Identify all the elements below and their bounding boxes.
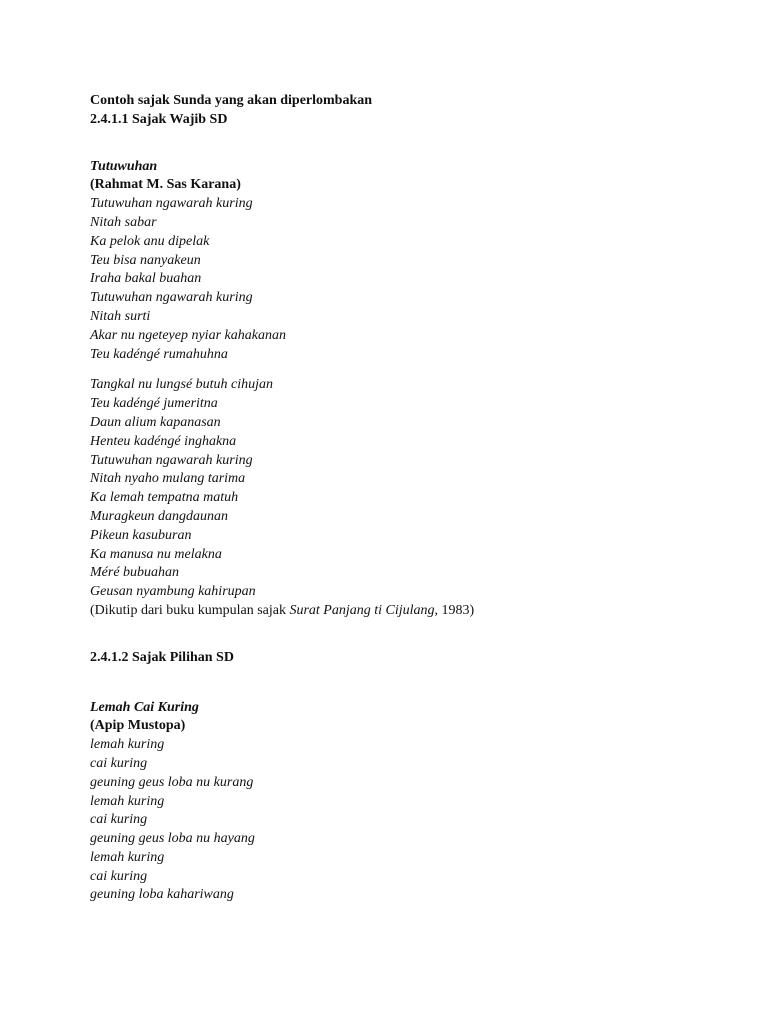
- document-heading: Contoh sajak Sunda yang akan diperlombakan: [90, 93, 373, 108]
- poem-line: lemah kuring: [90, 737, 165, 753]
- poem-line: Ka manusa nu melakna: [90, 546, 222, 562]
- poem-line: Akar nu ngeteyep nyiar kahakanan: [90, 327, 286, 343]
- poem-line: Teu bisa nanyakeun: [90, 252, 201, 268]
- poem-line: Teu kadéngé rumahuhna: [90, 346, 228, 362]
- source-suffix: , 1983): [434, 602, 475, 618]
- poem-line: Tangkal nu lungsé butuh cihujan: [90, 377, 274, 393]
- poem-line: Daun alium kapanasan: [90, 414, 221, 430]
- poem-line: Nitah surti: [90, 308, 151, 324]
- poem-line: cai kuring: [90, 755, 148, 771]
- source-book-title: Surat Panjang ti Cijulang: [289, 602, 435, 618]
- poem-author: (Apip Mustopa): [90, 718, 186, 734]
- poem-line: geuning geus loba nu hayang: [90, 831, 255, 847]
- poem-line: Iraha bakal buahan: [90, 271, 202, 287]
- poem-source-citation: [90, 602, 768, 621]
- poem-line: Nitah sabar: [90, 214, 157, 230]
- poem-line: cai kuring: [90, 868, 148, 884]
- poem-line: geuning loba kahariwang: [90, 887, 234, 903]
- section-heading-wajib: 2.4.1.1 Sajak Wajib SD: [90, 111, 228, 127]
- poem-line: Tutuwuhan ngawarah kuring: [90, 290, 253, 306]
- poem-line: Ka lemah tempatna matuh: [90, 490, 239, 506]
- poem-line: cai kuring: [90, 812, 148, 828]
- poem-stanza: [90, 736, 768, 905]
- poem-title: Tutuwuhan: [90, 158, 158, 174]
- source-prefix: (Dikutip dari buku kumpulan sajak: [90, 602, 290, 618]
- poem-line: geuning geus loba nu kurang: [90, 774, 254, 790]
- section-heading-pilihan: 2.4.1.2 Sajak Pilihan SD: [90, 649, 234, 665]
- poem-stanza: [90, 376, 768, 602]
- poem-line: lemah kuring: [90, 849, 165, 865]
- poem-line: Muragkeun dangdaunan: [90, 508, 229, 524]
- poem-line: lemah kuring: [90, 793, 165, 809]
- poem-line: Méré bubuahan: [90, 565, 180, 581]
- poem-line: Nitah nyaho mulang tarima: [90, 471, 246, 487]
- poem-line: Teu kadéngé jumeritna: [90, 396, 218, 412]
- poem-line: Tutuwuhan ngawarah kuring: [90, 196, 253, 212]
- poem-author: (Rahmat M. Sas Karana): [90, 177, 241, 193]
- poem-stanza: [90, 195, 768, 364]
- poem-title: Lemah Cai Kuring: [90, 699, 199, 715]
- poem-line: Ka pelok anu dipelak: [90, 233, 210, 249]
- poem-line: Geusan nyambung kahirupan: [90, 584, 256, 600]
- poem-line: Henteu kadéngé inghakna: [90, 433, 237, 449]
- poem-line: Tutuwuhan ngawarah kuring: [90, 452, 253, 468]
- poem-line: Pikeun kasuburan: [90, 527, 192, 543]
